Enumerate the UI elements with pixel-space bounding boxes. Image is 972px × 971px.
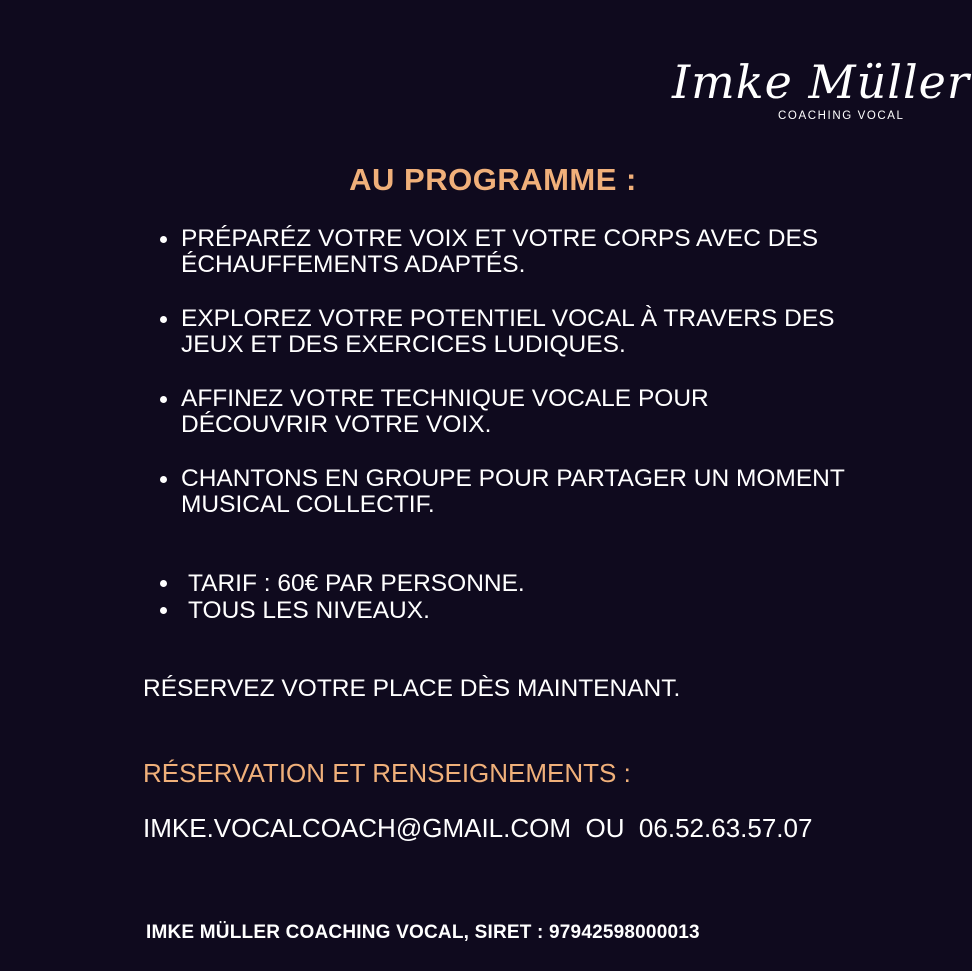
contact-separator: OU <box>585 813 625 843</box>
program-item <box>160 386 860 438</box>
bullet-icon <box>160 316 167 323</box>
info-item-text: TARIF : 60€ PAR PERSONNE. <box>188 570 525 597</box>
reservation-heading: RÉSERVATION ET RENSEIGNEMENTS : <box>143 758 631 788</box>
bullet-icon <box>160 236 167 243</box>
contact-phone[interactable]: 06.52.63.57.07 <box>638 813 813 843</box>
info-item-text: TOUS LES NIVEAUX. <box>188 597 430 624</box>
brand-logo <box>672 52 970 132</box>
footer-legal: IMKE MÜLLER COACHING VOCAL, SIRET : 97942598000013 <box>146 922 700 943</box>
program-list <box>160 226 860 546</box>
contact-email[interactable]: IMKE.VOCALCOACH@GMAIL.COM <box>143 813 572 843</box>
program-item-text: PRÉPARÉZ VOTRE VOIX ET VOTRE CORPS AVEC DES ÉCHAUFFEMENTS ADAPTÉS. <box>181 225 819 278</box>
bullet-icon <box>160 396 167 403</box>
logo-signature: Imke Müller <box>672 55 970 109</box>
logo-subtitle: COACHING VOCAL <box>778 110 905 122</box>
bullet-icon <box>160 580 167 587</box>
program-item-text: EXPLOREZ VOTRE POTENTIEL VOCAL À TRAVERS DES JEUX ET DES EXERCICES LUDIQUES. <box>181 305 835 358</box>
call-to-action: RÉSERVEZ VOTRE PLACE DÈS MAINTENANT. <box>143 675 681 702</box>
info-item-level <box>160 597 860 624</box>
info-item-price <box>160 570 860 597</box>
program-item-text: CHANTONS EN GROUPE POUR PARTAGER UN MOMENT MUSICAL COLLECTIF. <box>181 465 845 518</box>
program-title: AU PROGRAMME : <box>349 162 637 197</box>
contact-line <box>143 813 812 844</box>
program-item <box>160 226 860 278</box>
info-list <box>160 570 860 624</box>
program-item <box>160 466 860 518</box>
program-item <box>160 306 860 358</box>
bullet-icon <box>160 476 167 483</box>
program-item-text: AFFINEZ VOTRE TECHNIQUE VOCALE POUR DÉCOUVRIR VOTRE VOIX. <box>181 385 709 438</box>
bullet-icon <box>160 607 167 614</box>
